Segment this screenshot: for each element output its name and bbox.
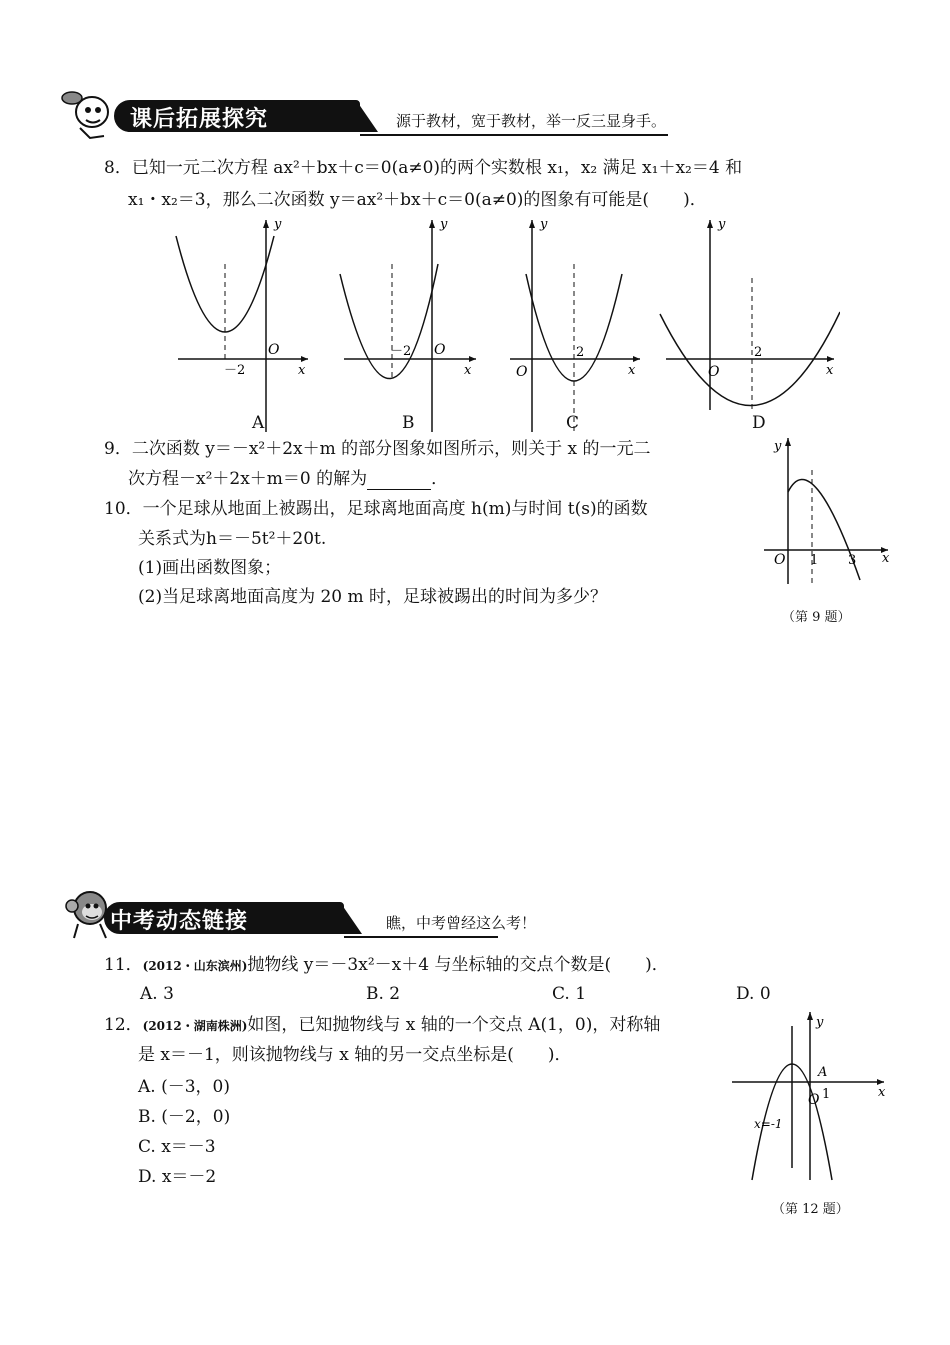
q12-option-a: A. (－3，0)	[138, 1077, 230, 1097]
q12-line2: 是 x＝－1，则该抛物线与 x 轴的另一交点坐标是( )．	[138, 1045, 572, 1065]
q8-graph-d	[658, 218, 840, 438]
x-axis-label: x	[882, 551, 890, 566]
y-axis-label: y	[540, 218, 548, 232]
q8-line2: x₁・x₂＝3，那么二次函数 y＝ax²＋bx＋c＝0(a≠0)的图象有可能是( )．	[128, 190, 707, 210]
q8-graph-a	[168, 218, 318, 438]
q12-figure	[728, 1008, 892, 1186]
tick-3: 3	[848, 553, 857, 568]
tick-label: －2	[390, 344, 412, 359]
q8-graph-b	[336, 218, 486, 438]
q10-sub1: (1)画出函数图象；	[138, 558, 282, 578]
q11-option-c: C. 1	[552, 984, 587, 1004]
y-axis-label: y	[718, 218, 726, 232]
q8-label-b: B	[402, 413, 415, 433]
q9-line2: 次方程－x²＋2x＋m＝0 的解为 ．	[128, 469, 449, 489]
q9-figure	[760, 434, 892, 590]
q11-stem: 11．(2012・山东滨州)抛物线 y＝－3x²－x＋4 与坐标轴的交点个数是( )．	[104, 955, 669, 975]
q11-option-a: A. 3	[140, 984, 174, 1004]
q8-line1: 8．已知一元二次方程 ax²＋bx＋c＝0(a≠0)的两个实数根 x₁，x₂ 满足 x₁＋x₂＝4 和	[104, 158, 743, 178]
tick-label: 2	[754, 345, 763, 360]
q8-label-c: C	[566, 413, 580, 433]
q8-graph-c	[506, 218, 656, 438]
q12-option-b: B. (－2，0)	[138, 1107, 231, 1127]
tick-label: 2	[576, 345, 585, 360]
y-axis-label: y	[440, 218, 448, 232]
y-axis-label: y	[774, 439, 782, 454]
y-axis-label: y	[274, 218, 282, 232]
origin-label: O	[434, 342, 446, 358]
x-axis-label: x	[464, 363, 472, 378]
origin-label: O	[774, 552, 786, 568]
q9-caption: （第 9 题）	[782, 610, 851, 625]
q12-option-d: D. x＝－2	[138, 1167, 217, 1187]
origin-label: O	[808, 1092, 820, 1108]
y-axis-label: y	[816, 1015, 824, 1030]
mascot-icon	[60, 88, 122, 140]
section-slogan: 源于教材，宽于教材，举一反三显身手。	[396, 112, 667, 130]
q12-line1: 12．(2012・湖南株洲)如图，已知抛物线与 x 轴的一个交点 A(1，0)，对称轴	[104, 1015, 661, 1035]
q11-option-b: B. 2	[366, 984, 401, 1004]
q11-source: (2012・山东滨州)	[142, 959, 248, 973]
q12-caption: （第 12 题）	[772, 1202, 849, 1217]
q10-sub2: (2)当足球离地面高度为 20 m 时，足球被踢出的时间为多少？	[138, 587, 608, 607]
answer-blank	[367, 473, 431, 490]
tick-label: －2	[224, 363, 246, 378]
x-axis-label: x	[298, 363, 306, 378]
origin-label: O	[268, 342, 280, 358]
symmetry-axis-label: x=-1	[754, 1117, 783, 1131]
tick-1: 1	[822, 1087, 831, 1102]
section-banner-1	[60, 100, 670, 136]
tick-1: 1	[810, 553, 819, 568]
q8-label-a: A	[252, 413, 265, 433]
q10-line1: 10．一个足球从地面上被踢出，足球离地面高度 h(m)与时间 t(s)的函数	[104, 499, 648, 519]
section-title: 中考动态链接	[110, 909, 249, 934]
x-axis-label: x	[826, 363, 834, 378]
q12-source: (2012・湖南株洲)	[142, 1019, 248, 1033]
q12-option-c: C. x＝－3	[138, 1137, 216, 1157]
q11-option-d: D. 0	[736, 984, 771, 1004]
x-axis-label: x	[878, 1085, 886, 1100]
q9-line1: 9．二次函数 y＝－x²＋2x＋m 的部分图象如图所示，则关于 x 的一元二	[104, 439, 651, 459]
origin-label: O	[516, 364, 528, 380]
origin-label: O	[708, 364, 720, 380]
section-banner-2	[60, 902, 537, 938]
x-axis-label: x	[628, 363, 636, 378]
section-slogan: 瞧，中考曾经这么考！	[386, 914, 537, 932]
point-a-label: A	[818, 1065, 828, 1080]
section-title: 课后拓展探究	[130, 107, 269, 132]
q8-label-d: D	[752, 413, 766, 433]
q10-line2: 关系式为h＝－5t²＋20t.	[138, 529, 327, 549]
